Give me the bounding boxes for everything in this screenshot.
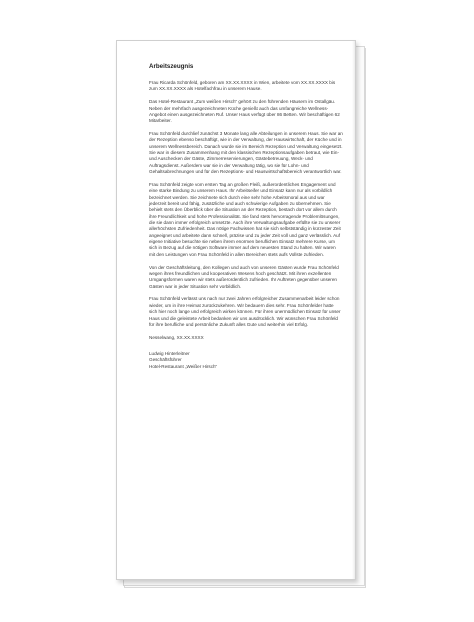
signatory-role: Geschäftsführer xyxy=(149,357,182,363)
document-page xyxy=(116,40,356,580)
paragraph-farewell: Frau Schönfeld verlässt uns nach nur zwei Jahren erfolgreicher Zusammenarbeit leider schon wieder, um in ihre Heimat zurückzukehren. Wir bedauern dies sehr. Frau Schönfelder hatte sich hier noch lange und erfolgreich wirken können. Für ihren unermüdlichen Einsatz für unser Haus und die geleistete Arbeit bedanken wir uns ausdrücklich. Wir wünschen Frau Schönfeld für ihre berufliche und persönliche Zukunft alles Gute und weiterhin viel Erfolg. xyxy=(149,296,341,327)
paragraph-duties: Frau Schönfeld durchlief zunächst 3 Monate lang alle Abteilungen in unserem Haus. Sie war an der Rezeption ebenso beschäftigt, wie in der Verwaltung, der Hauswirtschaft, der Küche und in unserem Wellnessbereich. Danach wurde sie im Bereich Rezeption und Verwaltung eingesetzt. Sie war in diesem Zusammenhang mit den klassischen Rezeptionsaufgaben betraut, wie Ein- und Auschecken der Gäste, Zimmerreservierungen, Gästebetreuung, Weck- und Auftragsdienst. Außerdem war sie in der Verwaltung tätig, wo sie für Lohn- und Gehaltsabrechnungen und für den Rezeptions- und Hauswirtschaftsbereich verantwortlich war. xyxy=(149,131,343,175)
signature-block xyxy=(149,351,343,370)
signatory-company: Hotel-Restaurant „Weißer Hirsch“ xyxy=(149,363,218,369)
document-title: Arbeitszeugnis xyxy=(149,63,194,70)
paragraph-employee-info: Frau Ricarda Schönfeld, geboren am XX.XX.XXXX in Wien, arbeitete vom XX.XX.XXXX bis zum XX.XX.XXXX als Hotelfachfrau in unserem Hause. xyxy=(149,80,336,92)
place-date: Nesselwang, XX.XX.XXXX xyxy=(149,334,204,340)
page-edge-shade xyxy=(352,41,355,579)
paragraph-company-info: Das Hotel-Restaurant „Zum weißen Hirsch“ gehört zu den führenden Häusern im Ostallgäu. Neben der mehrfach ausgezeichneten Küche genießt auch das umfangreiche Wellness-Angebot einen ausgezeichneten Ruf. Unser Haus verfügt über 86 Betten. Wir beschäftigen 62 Mitarbeiter. xyxy=(149,99,340,124)
paragraph-performance: Frau Schönfeld zeigte vom ersten Tag an großen Fleiß, außerordentliches Engagement und eine starke Bindung zu unserem Haus. Ihr Arbeitseifer und Einsatz kann nur als vorbildlich bezeichnet werden. Sie zeichnete sich durch eine sehr hohe Arbeitsmoral aus und war jederzeit bereit und fähig, zusätzliche und auch schwierige Aufgaben zu übernehmen. Sie behielt stets den Überblick über die Situation an der Rezeption, bestach dort vor allem durch ihre Freundlichkeit und hohe Professionalität. Sie fand stets hervorragende Problemlösungen, die sie dann immer erfolgreich umsetzte. Auch ihre Verwaltungsaufgabe erfüllte sie zu unserer allerhöchsten Zufriedenheit. Das nötige Fachwissen hat sie sich selbstständig in kürzester Zeit angeeignet und arbeitete dann schnell, präzise und zu jeder Zeit voll und ganz verlässlich. Auf eigene Initiative besuchte sie neben ihrem enormen beruflichen Einsatz mehrere Kurse, um sich in Bezug auf die nötigen Software immer auf dem neuesten Stand zu halten. Wir waren mit den Leistungen von Frau Schönfeld in allen Bereichen stets aufs Vollste zufrieden. xyxy=(149,181,341,257)
signatory-name: Ludwig Hinterleitner xyxy=(149,351,190,357)
paragraph-conduct: Von der Geschäftsleitung, den Kollegen und auch von unseren Gästen wurde Frau Schönfeld wegen ihres freundlichen und kooperativen Wesens hoch geschätzt. Mit ihren exzellenten Umgangsformen waren wir stets außerordentlich zufrieden. Ihr Auftreten gegenüber unseren Gästen war in jeder Situation sehr vorbildlich. xyxy=(149,264,339,289)
